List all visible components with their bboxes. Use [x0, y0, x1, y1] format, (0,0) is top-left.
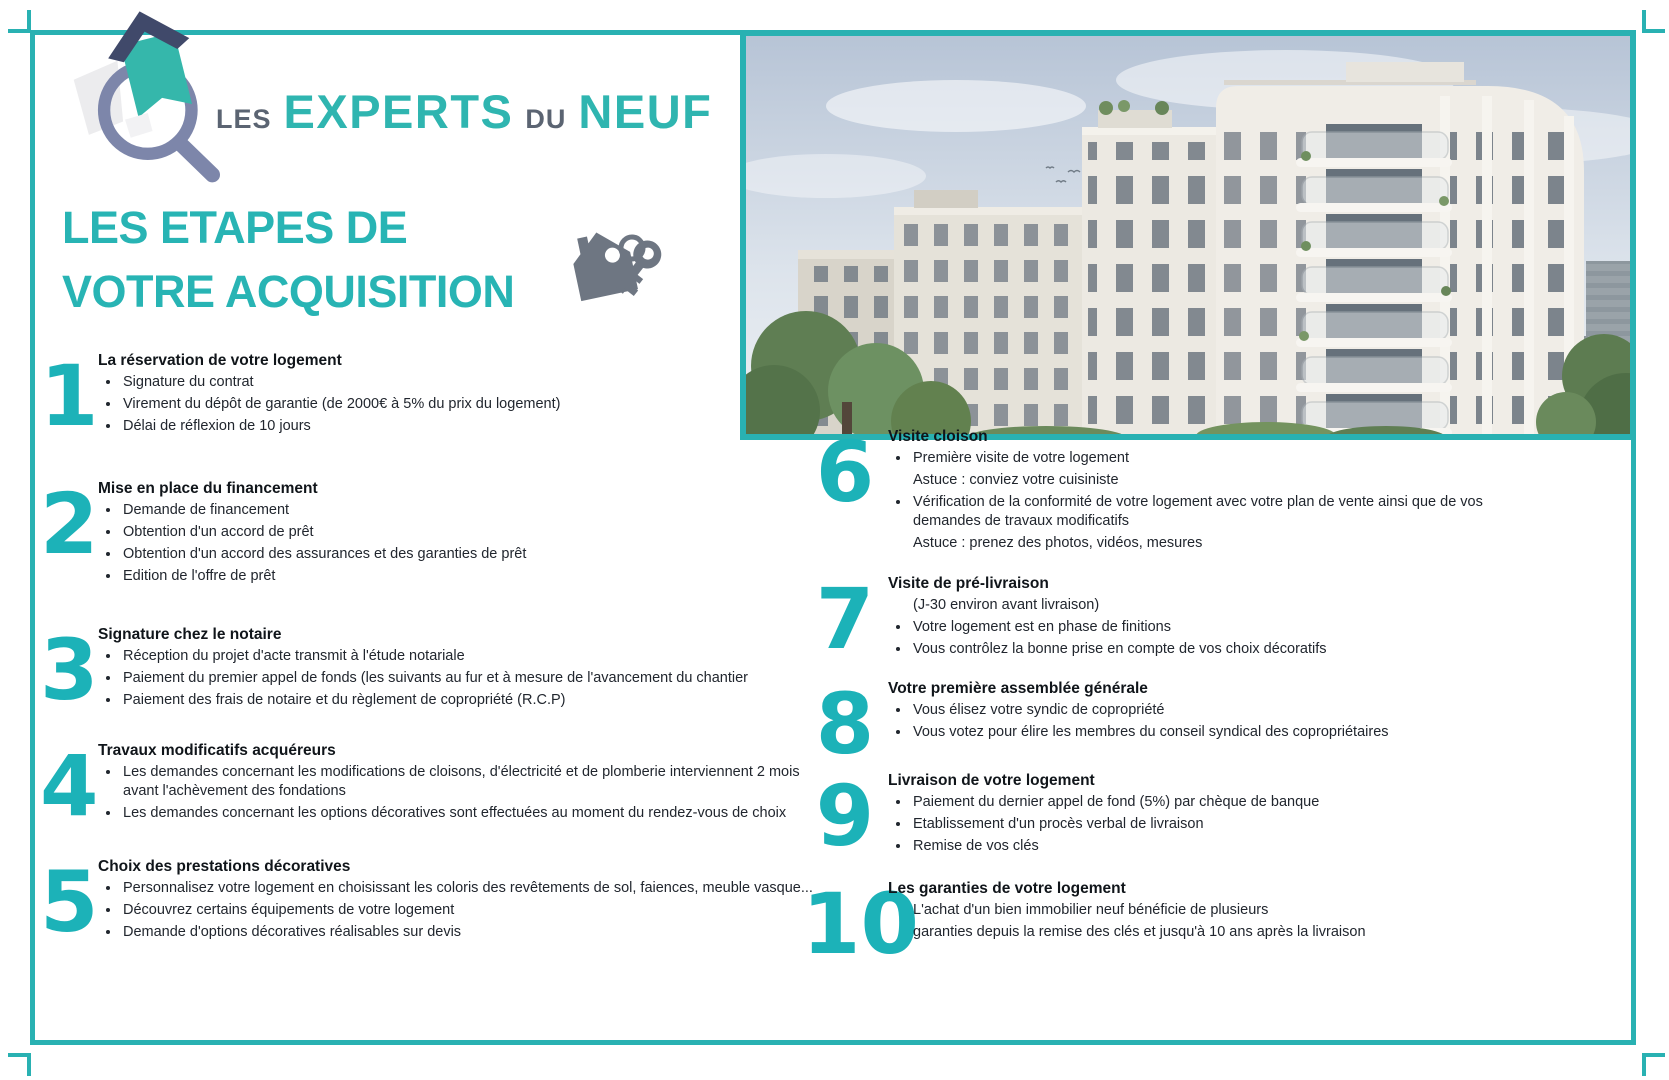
step-body: [888, 772, 1538, 859]
step-number: 5: [40, 853, 99, 951]
logo-wordmark: [216, 84, 712, 139]
step-title: Travaux modificatifs acquéreurs: [98, 742, 336, 759]
step-item: • Paiement du dernier appel de fond (5%) par chèque de banque: [911, 793, 1538, 812]
step-item: • Paiement des frais de notaire et du règlement de copropriété (R.C.P): [121, 691, 823, 710]
page-title: [62, 196, 514, 325]
step-title: La réservation de votre logement: [98, 352, 342, 369]
step-item: Astuce : conviez votre cuisiniste: [913, 471, 1119, 488]
step-item: • Obtention d'un accord de prêt: [121, 523, 823, 542]
step-item: • Les demandes concernant les options décoratives sont effectuées au moment du rendez-vous de choix: [121, 804, 823, 823]
step-item: • Demande d'options décoratives réalisables sur devis: [121, 923, 823, 942]
step-item: • Edition de l'offre de prêt: [121, 567, 823, 586]
step-body: [98, 742, 823, 826]
step-body: [98, 480, 823, 589]
step-body: [98, 352, 823, 439]
step-body: [888, 428, 1538, 556]
step-item-list: [888, 596, 1538, 659]
step-item: • Etablissement d'un procès verbal de livraison: [911, 815, 1538, 834]
step-7: [802, 570, 1538, 668]
step-item-list: [888, 449, 1538, 554]
step-item: • Première visite de votre logement: [911, 449, 1538, 468]
step-item: • Vous votez pour élire les membres du conseil syndical des copropriétaires: [911, 723, 1538, 742]
step-number: 6: [815, 423, 875, 521]
step-number: 9: [815, 767, 875, 865]
step-3: [40, 621, 823, 719]
step-title: Votre première assemblée générale: [888, 680, 1148, 697]
logo-word-experts: EXPERTS: [283, 85, 514, 138]
house-key-icon: [556, 218, 674, 308]
step-item: • Vérification de la conformité de votre logement avec votre plan de vente ainsi que de vos demandes de travaux modificatifs: [911, 493, 1538, 532]
step-item: • Remise de vos clés: [911, 837, 1538, 856]
step-item-list: [98, 763, 823, 824]
building-photo: [740, 30, 1636, 440]
step-item: • Virement du dépôt de garantie (de 2000€ à 5% du prix du logement): [121, 395, 823, 414]
step-item: • Vous contrôlez la bonne prise en compte de vos choix décoratifs: [911, 640, 1538, 659]
step-title: Signature chez le notaire: [98, 626, 282, 643]
step-title: Choix des prestations décoratives: [98, 858, 351, 875]
step-item: (J-30 environ avant livraison): [913, 597, 1100, 613]
step-item: • Paiement du premier appel de fonds (les suivants au fur et à mesure de l'avancement du chantier: [121, 669, 823, 688]
step-item-list: [888, 793, 1538, 856]
step-item: • Délai de réflexion de 10 jours: [121, 417, 823, 436]
step-item-list: [98, 501, 823, 586]
step-number: 3: [40, 621, 99, 719]
corner-mark-bottom-right: [1642, 1053, 1665, 1076]
step-4: [40, 737, 823, 835]
step-5: [40, 853, 823, 951]
step-10: [802, 875, 1538, 973]
corner-mark-top-left: [8, 10, 31, 33]
step-2: [40, 475, 823, 589]
step-item: L'achat d'un bien immobilier neuf bénéficie de plusieurs: [913, 902, 1269, 918]
logo-word-les: LES: [216, 104, 272, 134]
step-item: • Votre logement est en phase de finitions: [911, 618, 1538, 637]
step-item-list: [98, 647, 823, 710]
step-item: Astuce : prenez des photos, vidéos, mesures: [913, 535, 1203, 552]
step-item-list: [98, 879, 823, 942]
logo-house-magnifier-icon: [68, 0, 220, 188]
step-title: Mise en place du financement: [98, 480, 318, 497]
step-title: Les garanties de votre logement: [888, 880, 1126, 897]
step-9: [802, 767, 1538, 865]
step-item-list: [98, 373, 823, 436]
step-item: garanties depuis la remise des clés et jusqu'à 10 ans après la livraison: [913, 923, 1366, 940]
step-number: 4: [40, 737, 99, 835]
step-number: 10: [802, 875, 919, 973]
step-item: • Obtention d'un accord des assurances et des garanties de prêt: [121, 545, 823, 564]
step-8: [802, 675, 1538, 773]
step-body: [888, 680, 1538, 759]
step-6: [802, 423, 1538, 556]
step-body: [98, 858, 823, 945]
step-item: • Demande de financement: [121, 501, 823, 520]
step-item: • Réception du projet d'acte transmit à l'étude notariale: [121, 647, 823, 666]
corner-mark-top-right: [1642, 10, 1665, 33]
step-body: [888, 575, 1538, 662]
step-item-list: [888, 701, 1538, 742]
step-body: [98, 626, 823, 713]
step-item: • Personnalisez votre logement en choisissant les coloris des revêtements de sol, faiences, meuble vasque...: [121, 879, 823, 898]
logo-word-du: DU: [525, 104, 567, 134]
corner-mark-bottom-left: [8, 1053, 31, 1076]
step-body: [888, 880, 1538, 959]
step-title: Visite cloison: [888, 428, 988, 445]
step-item-list: [888, 901, 1538, 942]
step-item: • Découvrez certains équipements de votre logement: [121, 901, 823, 920]
page-title-line1: LES ETAPES DE: [62, 202, 408, 253]
step-item: • Signature du contrat: [121, 373, 823, 392]
step-number: 2: [40, 475, 99, 573]
logo-word-neuf: NEUF: [578, 85, 713, 138]
step-item: • Les demandes concernant les modifications de cloisons, d'électricité et de plomberie interviennent 2 mois avant l'achèvement des fondations: [121, 763, 823, 802]
step-title: Visite de pré-livraison: [888, 575, 1049, 592]
step-title: Livraison de votre logement: [888, 772, 1095, 789]
step-1: [40, 347, 823, 445]
page-title-line2: VOTRE ACQUISITION: [62, 266, 515, 318]
step-item: • Vous élisez votre syndic de copropriété: [911, 701, 1538, 720]
step-number: 1: [40, 347, 99, 445]
step-number: 8: [815, 675, 875, 773]
step-number: 7: [815, 570, 875, 668]
